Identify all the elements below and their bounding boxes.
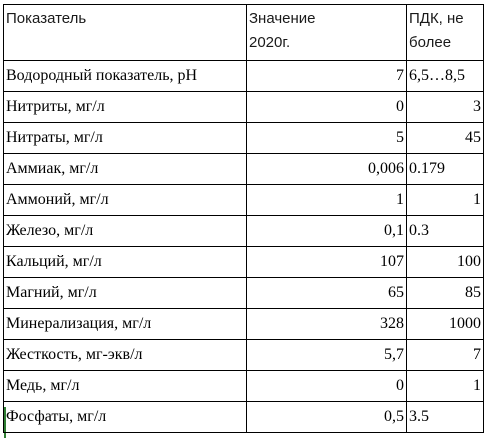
table-row xyxy=(4,371,484,402)
cell-indicator-name[interactable]: Железо, мг/л xyxy=(4,216,247,247)
cell-indicator-name[interactable]: Магний, мг/л xyxy=(4,278,247,309)
cell-mpc[interactable]: 6,5…8,5 xyxy=(407,61,484,92)
header-mpc-line1: ПДК, не xyxy=(409,10,464,27)
header-value-line1: Значение xyxy=(249,10,316,27)
cell-value-2020[interactable]: 0 xyxy=(247,371,407,402)
cell-value-2020[interactable]: 0,006 xyxy=(247,154,407,185)
cell-indicator-name[interactable]: Медь, мг/л xyxy=(4,371,247,402)
table-row xyxy=(4,340,484,371)
table-row xyxy=(4,92,484,123)
table-row xyxy=(4,185,484,216)
cell-indicator-name[interactable]: Нитраты, мг/л xyxy=(4,123,247,154)
header-row xyxy=(4,5,484,61)
cell-mpc[interactable]: 7 xyxy=(407,340,484,371)
cell-value-2020[interactable]: 0,1 xyxy=(247,216,407,247)
cell-mpc[interactable]: 3 xyxy=(407,92,484,123)
cell-mpc[interactable]: 100 xyxy=(407,247,484,278)
cell-mpc[interactable]: 1000 xyxy=(407,309,484,340)
table-row xyxy=(4,123,484,154)
cell-mpc[interactable]: 0.179 xyxy=(407,154,484,185)
cell-indicator-name[interactable]: Жесткость, мг-экв/л xyxy=(4,340,247,371)
header-indicator-label: Показатель xyxy=(6,10,87,27)
cell-value-2020[interactable]: 65 xyxy=(247,278,407,309)
cell-mpc[interactable]: 1 xyxy=(407,185,484,216)
table-row xyxy=(4,309,484,340)
table-row xyxy=(4,154,484,185)
header-mpc-line2: более xyxy=(409,34,452,51)
cell-indicator-name[interactable]: Нитриты, мг/л xyxy=(4,92,247,123)
cell-value-2020[interactable]: 0 xyxy=(247,92,407,123)
cell-mpc[interactable]: 1 xyxy=(407,371,484,402)
cell-indicator-name[interactable]: Кальций, мг/л xyxy=(4,247,247,278)
header-value[interactable] xyxy=(247,5,407,61)
table-row xyxy=(4,216,484,247)
cell-value-2020[interactable]: 5 xyxy=(247,123,407,154)
cell-value-2020[interactable]: 107 xyxy=(247,247,407,278)
cell-indicator-name[interactable]: Минерализация, мг/л xyxy=(4,309,247,340)
table-row xyxy=(4,61,484,92)
water-quality-table xyxy=(3,4,484,433)
table-row xyxy=(4,247,484,278)
cell-indicator-name[interactable]: Аммиак, мг/л xyxy=(4,154,247,185)
cell-indicator-name[interactable]: Водородный показатель, рН xyxy=(4,61,247,92)
header-indicator[interactable] xyxy=(4,5,247,61)
header-value-line2: 2020г. xyxy=(249,34,291,51)
table-row xyxy=(4,402,484,433)
cell-mpc[interactable]: 3.5 xyxy=(407,402,484,433)
cell-indicator-name[interactable]: Фосфаты, мг/л xyxy=(4,402,247,433)
header-mpc[interactable] xyxy=(407,5,484,61)
cell-value-2020[interactable]: 7 xyxy=(247,61,407,92)
table-row xyxy=(4,278,484,309)
cell-value-2020[interactable]: 0,5 xyxy=(247,402,407,433)
cell-indicator-name[interactable]: Аммоний, мг/л xyxy=(4,185,247,216)
cell-value-2020[interactable]: 5,7 xyxy=(247,340,407,371)
cell-value-2020[interactable]: 1 xyxy=(247,185,407,216)
cell-mpc[interactable]: 45 xyxy=(407,123,484,154)
cell-mpc[interactable]: 85 xyxy=(407,278,484,309)
cell-value-2020[interactable]: 328 xyxy=(247,309,407,340)
cell-mpc[interactable]: 0.3 xyxy=(407,216,484,247)
